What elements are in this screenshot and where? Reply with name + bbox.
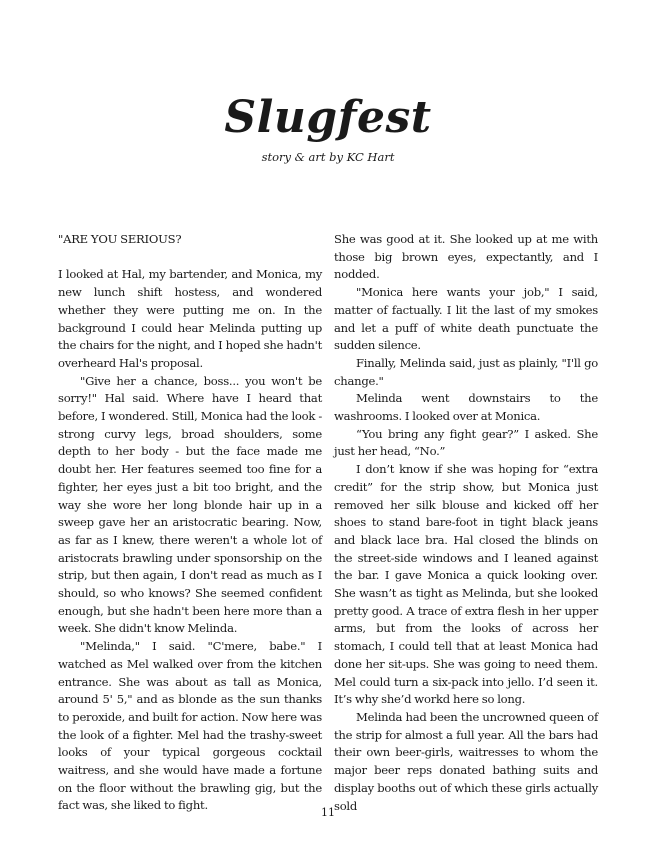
- right-text-column: [334, 231, 598, 813]
- paragraph: “You bring any fight gear?” I asked. She just her head, “No.”: [334, 426, 598, 459]
- paragraph: "Give her a chance, boss... you won't be sorry!" Hal said. Where have I heard that before, I wondered. Still, Monica had the look - strong curvy legs, broad shoulders, some depth to her body - but the face made me doubt her. Her features seemed too fine for a fighter, her eyes just a bit too bright, and the way she wore her long blonde hair up in a sweep gave her an aristocratic bearing. Now, as far as I knew, there weren't a whole lot of aristocrats brawling under sponsorship on the strip, but then again, I don't read as much as I should, so who knows? She seemed confident enough, but she hadn't been here more than a week. She didn't know Melinda.: [58, 373, 322, 636]
- byline: story & art by KC Hart: [261, 150, 395, 164]
- paragraph: I looked at Hal, my bartender, and Monica, my new lunch shift hostess, and wondered whether they were putting me on. In the background I could hear Melinda putting up the chairs for the night, and I hoped she hadn't overheard Hal's proposal.: [58, 267, 322, 370]
- left-text-column: [58, 231, 322, 813]
- paragraph: "Monica here wants your job," I said, matter of factually. I lit the last of my smokes and let a puff of white death punctuate the sudden silence.: [334, 285, 598, 353]
- paragraph: I don’t know if she was hoping for “extra credit” for the strip show, but Monica just removed her silk blouse and kicked off her shoes to stand bare-foot in tight black jeans and black lace bra. Hal closed the blinds on the street-side windows and I leaned against the bar. I gave Monica a quick looking over. She wasn’t as tight as Melinda, but she looked pretty good. A trace of extra flesh in her upper arms, but from the looks of across her stomach, I could tell that at least Monica had done her sit-ups. She was going to need them. Mel could turn a six-pack into jello. I’d seen it. It’s why she’d workd here so long.: [334, 462, 598, 707]
- paragraph: She was good at it. She looked up at me with those big brown eyes, expectantly, and I nodded.: [334, 232, 598, 282]
- paragraph: "ARE YOU SERIOUS?: [58, 232, 182, 246]
- paragraph: "Melinda," I said. "C'mere, babe." I watched as Mel walked over from the kitchen entrance. She was about as tall as Monica, around 5' 5," and as blonde as the sun thanks to peroxide, and built for action. Now here was the look of a fighter. Mel had the trashy-sweet looks of your typical gorgeous cocktail waitress, and she would have made a fortune on the floor without the brawling gig, but the fact was, she liked to fight.: [58, 639, 322, 813]
- page-number: 11: [321, 806, 335, 819]
- story-title: Slugfest: [224, 92, 432, 143]
- paragraph: Melinda went downstairs to the washrooms. I looked over at Monica.: [334, 391, 598, 424]
- paragraph: Finally, Melinda said, just as plainly, "I'll go change.": [334, 355, 598, 388]
- paragraph: Melinda had been the uncrowned queen of the strip for almost a full year. All the bars had their own beer-girls, waitresses to whom the major beer reps donated bathing suits and display booths out of which these girls actually sold: [334, 709, 598, 813]
